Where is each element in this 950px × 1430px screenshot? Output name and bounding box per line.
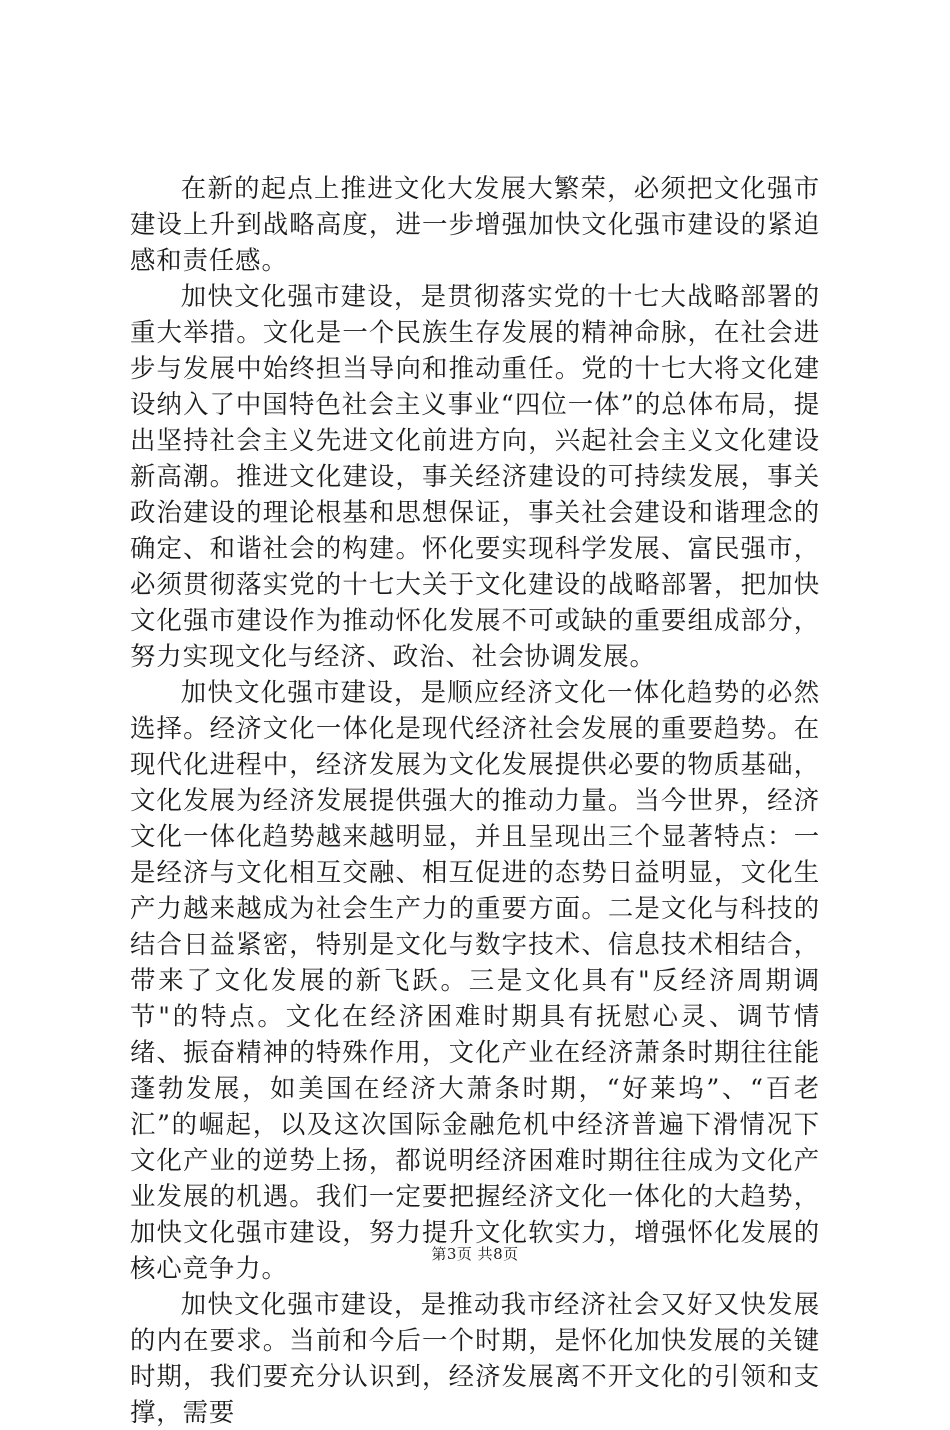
paragraph-1: 在新的起点上推进文化大发展大繁荣，必须把文化强市建设上升到战略高度，进一步增强加快文化强市建设的紧迫感和责任感。 [130,173,820,275]
document-body [130,170,820,1430]
paragraph-2: 加快文化强市建设，是贯彻落实党的十七大战略部署的重大举措。文化是一个民族生存发展的精神命脉，在社会进步与发展中始终担当导向和推动重任。党的十七大将文化建设纳入了中国特色社会主义事业“四位一体”的总体布局，提出坚持社会主义先进文化前进方向，兴起社会主义文化建设新高潮。推进文化建设，事关经济建设的可持续发展，事关政治建设的理论根基和思想保证，事关社会建设和谐理念的确定、和谐社会的构建。怀化要实现科学发展、富民强市，必须贯彻落实党的十七大关于文化建设的战略部署，把加快文化强市建设作为推动怀化发展不可或缺的重要组成部分，努力实现文化与经济、政治、社会协调发展。 [130,281,820,671]
paragraph-3: 加快文化强市建设，是顺应经济文化一体化趋势的必然选择。经济文化一体化是现代经济社会发展的重要趋势。在现代化进程中，经济发展为文化发展提供必要的物质基础，文化发展为经济发展提供强大的推动力量。当今世界，经济文化一体化趋势越来越明显，并且呈现出三个显著特点：一是经济与文化相互交融、相互促进的态势日益明显，文化生产力越来越成为社会生产力的重要方面。二是文化与科技的结合日益紧密，特别是文化与数字技术、信息技术相结合，带来了文化发展的新飞跃。三是文化具有"反经济周期调节"的特点。文化在经济困难时期具有抚慰心灵、调节情绪、振奋精神的特殊作用，文化产业在经济萧条时期往往能蓬勃发展，如美国在经济大萧条时期，“好莱坞”、“百老汇”的崛起，以及这次国际金融危机中经济普遍下滑情况下文化产业的逆势上扬，都说明经济困难时期往往成为文化产业发展的机遇。我们一定要把握经济文化一体化的大趋势，加快文化强市建设，努力提升文化软实力，增强怀化发展的核心竞争力。 [130,677,820,1283]
paragraph-4: 加快文化强市建设，是推动我市经济社会又好又快发展的内在要求。当前和今后一个时期，是怀化加快发展的关键时期，我们要充分认识到，经济发展离不开文化的引领和支撑，需要 [130,1289,820,1427]
page-number-footer: 第3页 共8页 [431,1245,519,1263]
